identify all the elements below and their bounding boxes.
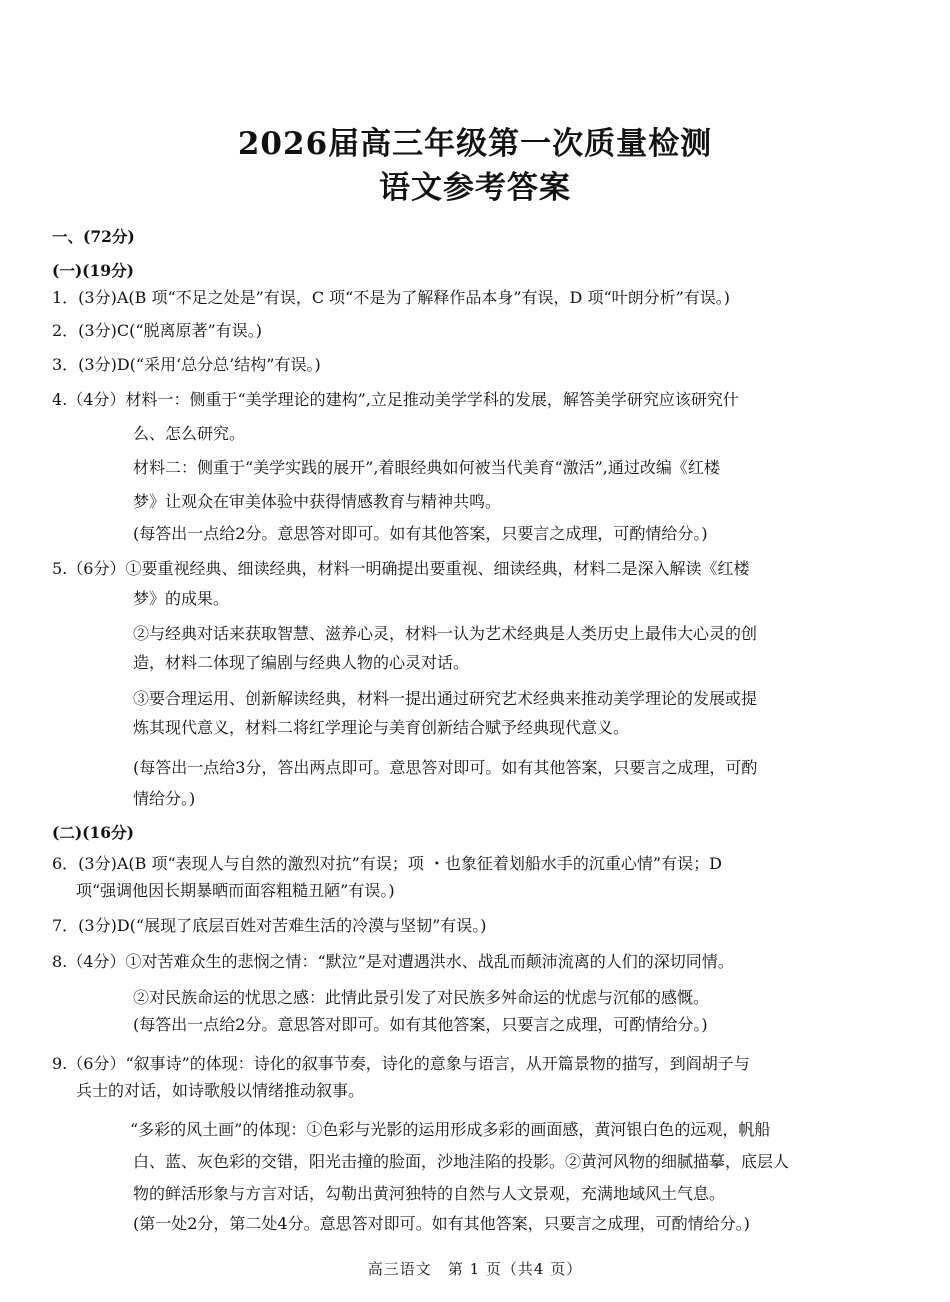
answer-q6-line: 6．(3分)A(B 项“表现人与自然的激烈对抗”有误；项 ・也象征着划船水手的沉重心情”有误；D [52,854,722,873]
subsection-heading-2: (二)(16分) [52,823,134,842]
answer-q5-line: 造，材料二体现了编剧与经典人物的心灵对话。 [133,653,470,672]
answer-q5-scoring: 情给分。) [133,789,196,808]
answer-q3: 3．(3分)D(“采用‘总分总’结构”有误。) [52,355,321,374]
answer-q6-line: 项“强调他因长期暴晒而面容粗糙丑陋”有误。) [76,881,395,900]
document-subtitle: 语文参考答案 [379,170,571,206]
answer-q9-line: 9.（6分）“叙事诗”的体现：诗化的叙事节奏，诗化的意象与语言，从开篇景物的描写，到阎胡子与 [52,1054,750,1073]
answer-q4-line: 么、怎么研究。 [133,424,246,443]
answer-q9-line: 物的鲜活形象与方言对话，勾勒出黄河独特的自然与人文景观，充满地域风土气息。 [133,1184,726,1203]
answer-q9-line: “多彩的风土画”的体现：①色彩与光影的运用形成多彩的画面感，黄河银白色的远观，帆船 [130,1120,771,1139]
answer-q5-line: 梦》的成果。 [133,589,230,608]
answer-q5-line: 5.（6分）①要重视经典、细读经典，材料一明确提出要重视、细读经典，材料二是深入解读《红楼 [52,559,750,578]
answer-q1: 1．(3分)A(B 项“不足之处是”有误，C 项“不是为了解释作品本身”有误，D 项“叶朗分析”有误。) [52,288,731,307]
answer-q5-line: ③要合理运用、创新解读经典，材料一提出通过研究艺术经典来推动美学理论的发展或提 [133,689,758,708]
answer-q9-line: 白、蓝、灰色彩的交错，阳光击撞的脸面，沙地洼陷的投影。②黄河风物的细腻描摹，底层人 [133,1152,790,1171]
answer-q4-scoring: (每答出一点给2分。意思答对即可。如有其他答案，只要言之成理，可酌情给分。) [133,524,708,543]
document-title: 2026届高三年级第一次质量检测 [237,126,713,162]
page-footer: 高三语文 第 1 页（共4 页） [367,1260,583,1278]
subsection-heading-1: (一)(19分) [52,261,134,280]
answer-q8-line: ②对民族命运的忧思之感：此情此景引发了对民族多舛命运的忧虑与沉郁的感慨。 [133,988,710,1007]
answer-q5-line: 炼其现代意义，材料二将红学理论与美育创新结合赋予经典现代意义。 [133,718,630,737]
answer-q5-scoring: (每答出一点给3分，答出两点即可。意思答对即可。如有其他答案，只要言之成理，可酌 [133,758,758,777]
answer-q7: 7．(3分)D(“展现了底层百姓对苦难生活的冷漠与坚韧”有误。) [52,916,487,935]
answer-q8-scoring: (每答出一点给2分。意思答对即可。如有其他答案，只要言之成理，可酌情给分。) [133,1015,708,1034]
answer-q9-scoring: (第一处2分，第二处4分。意思答对即可。如有其他答案，只要言之成理，可酌情给分。) [133,1214,750,1233]
answer-q4-line: 梦》让观众在审美体验中获得情感教育与精神共鸣。 [133,492,502,511]
answer-q4-line: 4.（4分）材料一：侧重于“美学理论的建构”,立足推动美学学科的发展，解答美学研究应该研究什 [52,390,739,409]
answer-q5-line: ②与经典对话来获取智慧、滋养心灵，材料一认为艺术经典是人类历史上最伟大心灵的创 [133,624,758,643]
section-heading-1: 一、(72分) [52,227,135,246]
answer-q4-line: 材料二：侧重于“美学实践的展开”,着眼经典如何被当代美育“激活”,通过改编《红楼 [133,458,720,477]
answer-q8-line: 8.（4分）①对苦难众生的悲悯之情：“默泣”是对遭遇洪水、战乱而颠沛流离的人们的深切同情。 [52,952,734,971]
answer-q2: 2．(3分)C(“脱离原著”有误。) [52,321,262,340]
answer-q9-line: 兵士的对话，如诗歌般以情绪推动叙事。 [76,1081,365,1100]
